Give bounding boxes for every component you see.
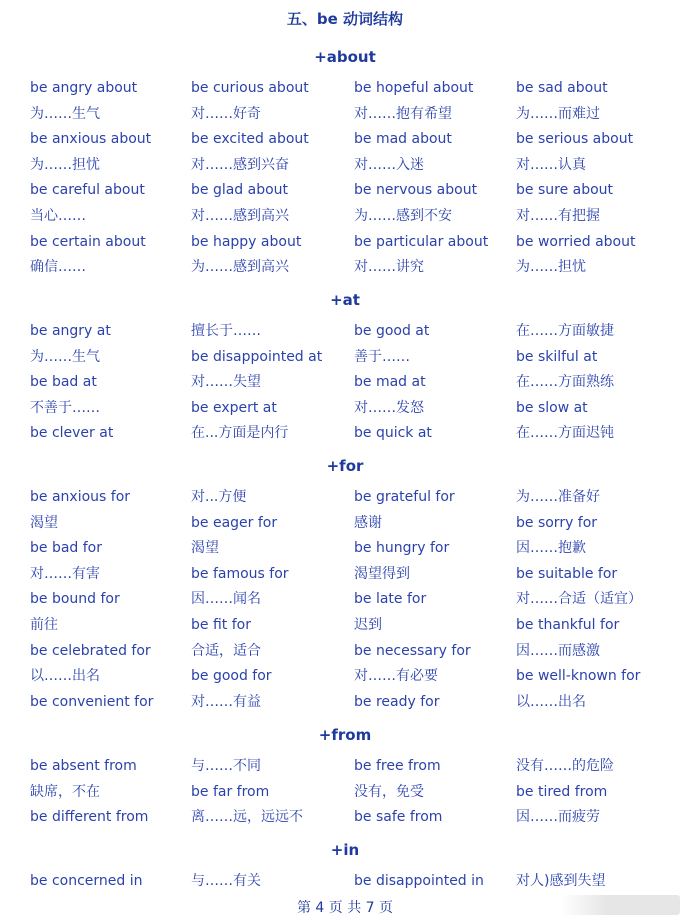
grid-row [0,102,690,128]
grid-row [0,127,690,153]
grid-cell: be hopeful about [354,80,474,96]
grid-cell: be late for [354,591,427,608]
section-heading: +in [330,841,360,859]
grid-cell: 对人)感到失望 [516,873,606,889]
grid-row [0,230,690,256]
grid-cell: be eager for [191,514,278,531]
grid-cell: be good at [354,323,430,339]
grid-cell: 在...方面是内行 [191,425,289,442]
grid-cell: 为……生气 [30,105,100,122]
grid-cell: be free from [354,758,441,774]
grid-cell: 渴望 [30,514,58,531]
grid-cell: 对……有益 [191,693,261,710]
grid-cell: be expert at [191,399,277,416]
grid-cell: 因……闻名 [191,591,261,608]
grid-row [0,869,690,895]
page-footer: 第 4 页 共 7 页 [296,900,394,916]
grid-cell: be thankful for [516,616,620,633]
grid-cell: 没有……的危险 [516,758,614,774]
grid-cell: 为……感到不安 [354,207,452,224]
grid-cell: 当心…… [30,207,86,224]
grid-cell: 对……好奇 [191,105,261,122]
grid-cell: be particular about [354,233,489,250]
grid-cell: 对……讲究 [354,259,424,276]
grid-cell: be sure about [516,182,614,199]
grid-cell: be sad about [516,80,608,96]
grid-cell: be hungry for [354,540,450,557]
grid-cell: be disappointed at [191,348,323,365]
grid-cell: 离……远，远远不 [191,809,303,826]
section-heading: +about [314,48,376,66]
grid-row [0,562,690,588]
grid-cell: be worried about [516,233,636,250]
grid-row [0,204,690,230]
grid-cell: 与……不同 [191,758,261,774]
grid-cell: 善于…… [354,348,410,365]
grid-cell: be safe from [354,809,443,826]
grid-cell: be nervous about [354,182,478,199]
grid-cell: 合适，适合 [191,642,261,659]
grid-cell: be far from [191,783,270,800]
grid-cell: be certain about [30,233,146,250]
grid-cell: 因……抱歉 [516,540,586,557]
grid-cell: 没有，免受 [354,783,424,800]
grid-cell: be bad at [30,374,97,391]
grid-cell: 不善于…… [30,399,100,416]
grid-cell: 对……认真 [516,156,586,173]
grid-cell: be skilful at [516,348,598,365]
grid-row [0,587,690,613]
grid-cell: 为……担忧 [516,259,586,276]
grid-cell: be different from [30,809,149,826]
grid-cell: be anxious about [30,131,152,148]
grid-row [0,805,690,831]
page-title: 五、be 动词结构 [286,10,404,28]
grid-cell: be quick at [354,425,432,442]
grid-row [0,613,690,639]
section-grid [0,76,690,281]
grid-row [0,664,690,690]
grid-cell: be famous for [191,565,289,582]
grid-cell: 为……而难过 [516,105,600,122]
grid-cell: 为……准备好 [516,489,600,505]
grid-row [0,396,690,422]
section-heading: +at [330,291,360,309]
grid-cell: 在……方面迟钝 [516,425,614,442]
grid-cell: be bound for [30,591,120,608]
grid-cell: 为……生气 [30,348,100,365]
grid-cell: 对...方便 [191,489,247,505]
grid-cell: 对……抱有希望 [354,105,452,122]
grid-cell: be anxious for [30,489,131,505]
grid-cell: be mad about [354,131,452,148]
grid-cell: be good for [191,668,272,685]
grid-cell: 以……出名 [30,668,100,685]
grid-cell: be slow at [516,399,588,416]
grid-cell: 与……有关 [191,873,261,889]
grid-row [0,319,690,345]
grid-row [0,255,690,281]
grid-cell: be angry about [30,80,138,96]
section-grid [0,319,690,447]
grid-cell: be curious about [191,80,309,96]
grid-cell: 对……入迷 [354,156,424,173]
grid-cell: be well-known for [516,668,641,685]
section-heading: +from [318,726,372,744]
grid-cell: 因……而疲劳 [516,809,600,826]
grid-cell: 对……发怒 [354,399,424,416]
grid-cell: be angry at [30,323,111,339]
grid-cell: be fit for [191,616,251,633]
grid-cell: be grateful for [354,489,455,505]
grid-row [0,754,690,780]
grid-row [0,178,690,204]
grid-cell: 对……失望 [191,374,261,391]
grid-cell: be celebrated for [30,642,151,659]
grid-row [0,690,690,716]
watermark-overlay [560,895,680,915]
grid-cell: 对……感到高兴 [191,207,289,224]
grid-cell: be sorry for [516,514,598,531]
grid-cell: 渴望得到 [354,565,410,582]
grid-cell: 对……合适（适宜） [516,591,642,608]
grid-cell: be ready for [354,693,440,710]
grid-cell: 为……担忧 [30,156,100,173]
section-grid [0,754,690,831]
grid-cell: be tired from [516,783,608,800]
grid-cell: 感谢 [354,514,382,531]
grid-cell: 在……方面敏捷 [516,323,614,339]
grid-row [0,511,690,537]
grid-cell: be concerned in [30,873,143,889]
grid-cell: 对……有把握 [516,207,600,224]
grid-row [0,153,690,179]
grid-row [0,780,690,806]
grid-cell: be clever at [30,425,114,442]
grid-row [0,421,690,447]
grid-cell: be serious about [516,131,634,148]
section-grid [0,869,690,895]
grid-cell: be glad about [191,182,289,199]
section-grid [0,485,690,715]
grid-cell: be excited about [191,131,309,148]
grid-cell: 对……感到兴奋 [191,156,289,173]
grid-row [0,536,690,562]
grid-row [0,485,690,511]
grid-cell: be disappointed in [354,873,484,889]
grid-cell: be convenient for [30,693,154,710]
grid-row [0,345,690,371]
grid-cell: be bad for [30,540,103,557]
grid-cell: 对……有害 [30,565,100,582]
grid-cell: 迟到 [354,616,382,633]
grid-row [0,370,690,396]
grid-row [0,76,690,102]
grid-cell: 渴望 [191,540,219,557]
section-heading: +for [326,457,364,475]
grid-cell: be careful about [30,182,145,199]
grid-cell: 以……出名 [516,693,586,710]
grid-cell: be happy about [191,233,302,250]
grid-cell: 在……方面熟练 [516,374,614,391]
grid-cell: 缺席，不在 [30,783,100,800]
grid-cell: be necessary for [354,642,471,659]
grid-cell: 擅长于…… [191,323,261,339]
grid-cell: 前往 [30,616,58,633]
grid-cell: 对……有必要 [354,668,438,685]
grid-row [0,639,690,665]
grid-cell: be suitable for [516,565,618,582]
grid-cell: be mad at [354,374,426,391]
grid-cell: be absent from [30,758,137,774]
grid-cell: 确信…… [30,259,86,276]
grid-cell: 因……而感激 [516,642,600,659]
grid-cell: 为……感到高兴 [191,259,289,276]
